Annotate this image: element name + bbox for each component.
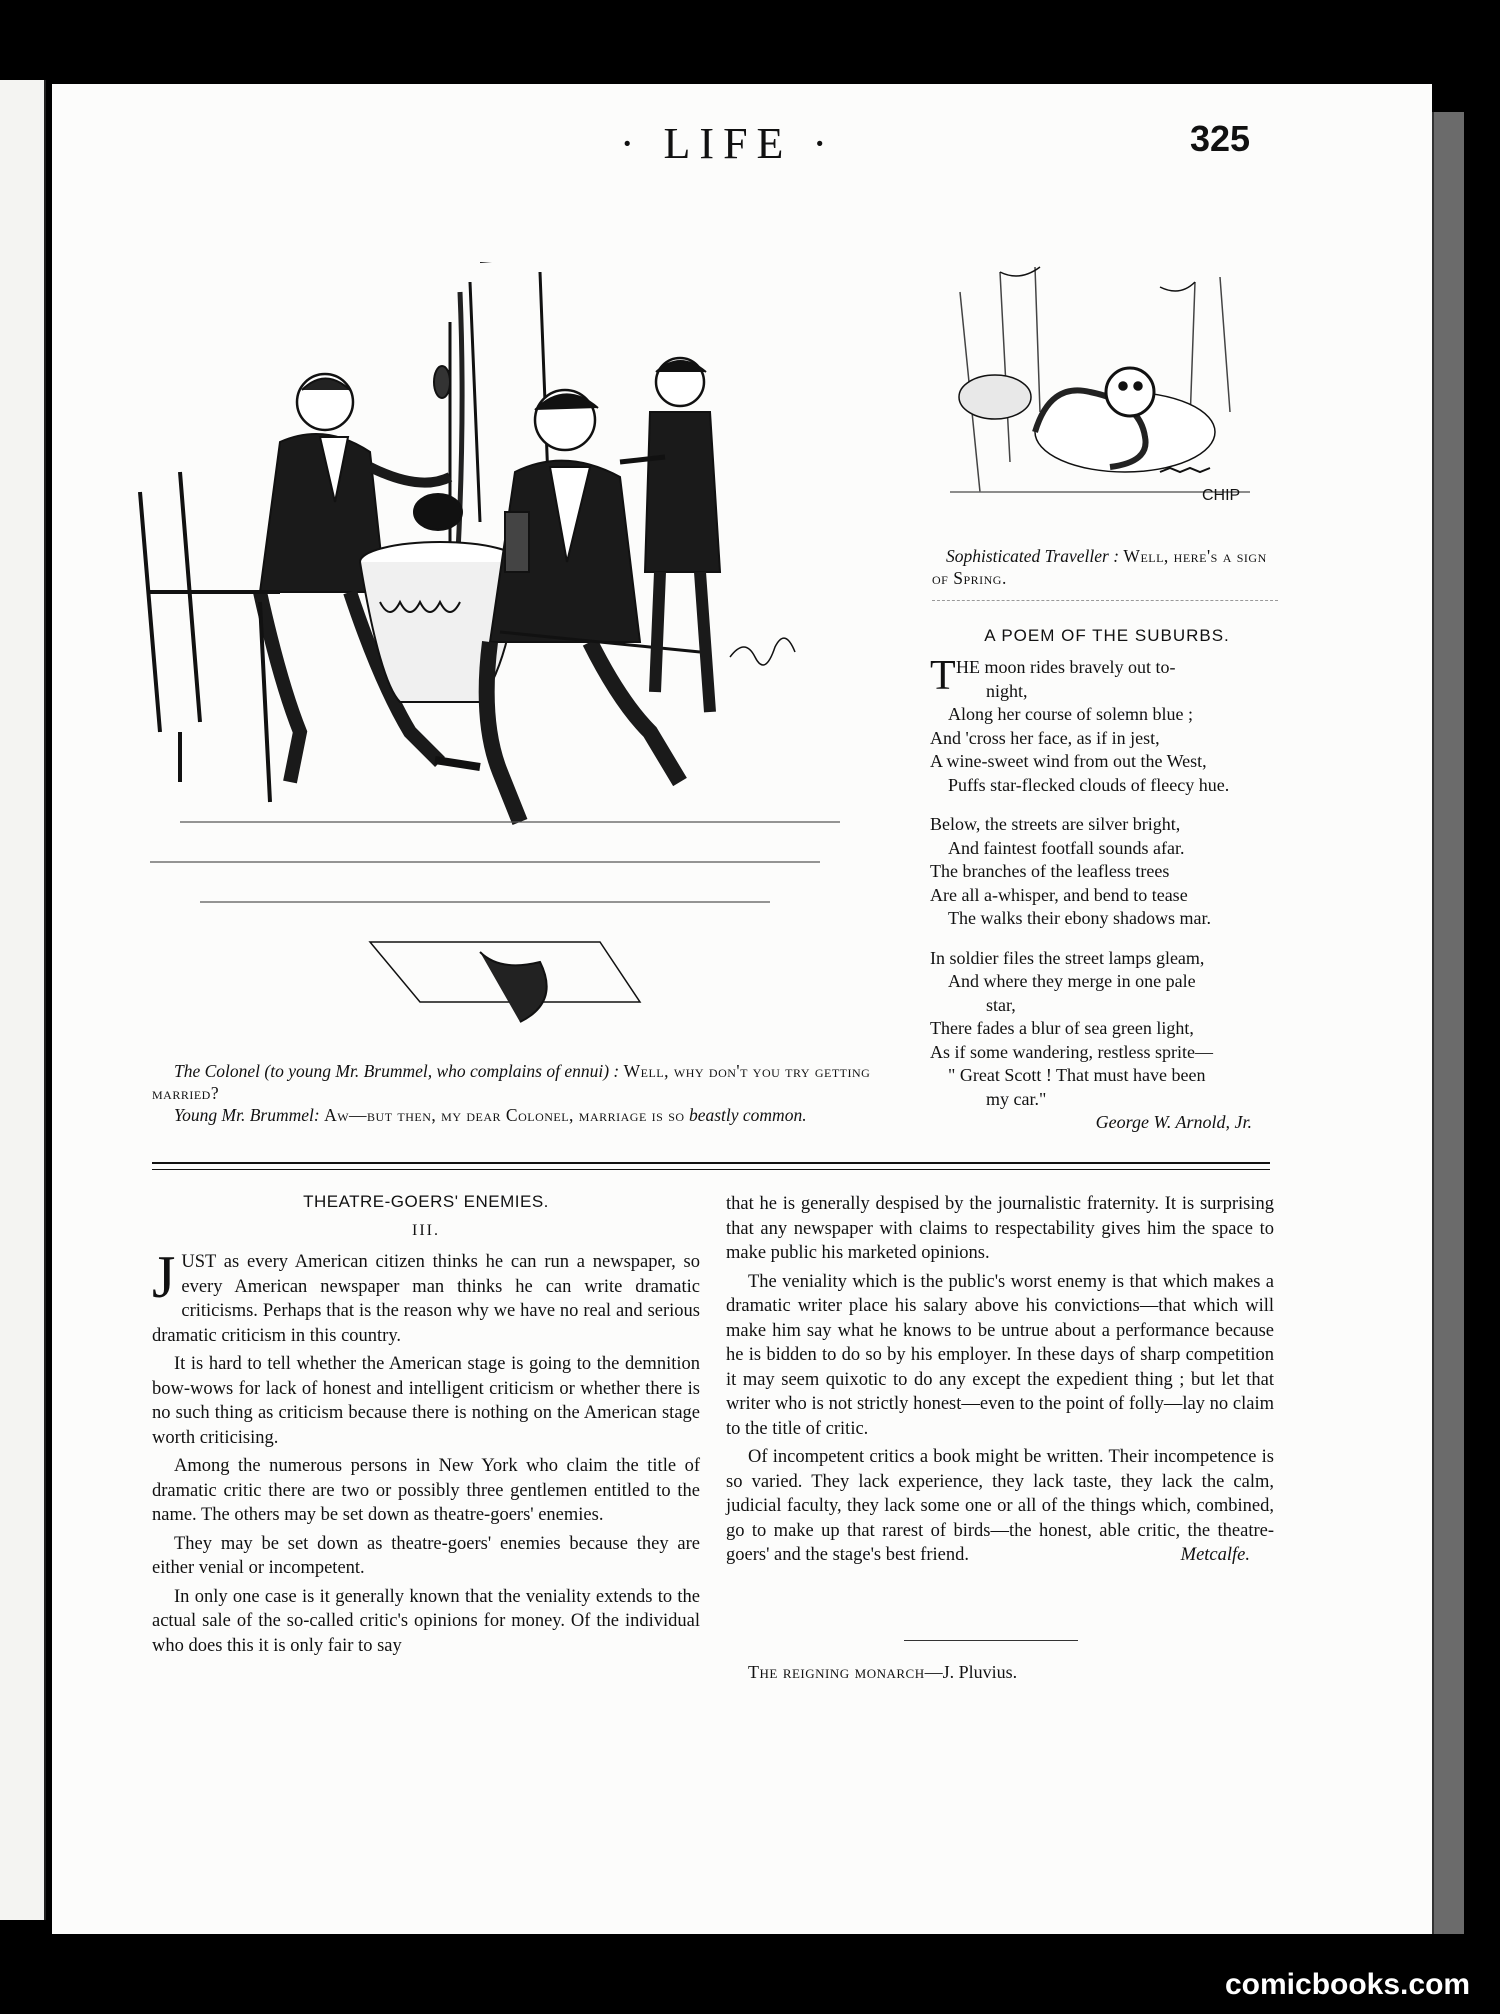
filler-joke: The reigning monarch—J. Pluvius. bbox=[748, 1662, 1018, 1682]
article-paragraph: Of incompetent critics a book might be written. Their incompetence is so varied. They lack experience, they lack taste, they lack the calm, judicial faculty, they lack some one or all of the things which, combined, go to make up that rarest of birds—the honest, able critic, the theatre-goers' and the stage's best friend. Metcalfe. bbox=[726, 1445, 1274, 1568]
article-paragraph: JUST as every American citizen thinks he can run a newspaper, so every American newspaper man thinks he can write dramatic criticisms. Perhaps that is the reason why we have no real and serious dramatic criticism in this country. bbox=[152, 1244, 700, 1346]
poem-line: As if some wandering, restless sprite— bbox=[930, 1041, 1213, 1062]
caption-speaker-1-note: (to young Mr. Brummel, who complains of ennui) : bbox=[264, 1061, 620, 1081]
poem-line: In soldier files the street lamps gleam, bbox=[930, 947, 1205, 968]
poem-line: The branches of the leafless trees bbox=[930, 861, 1170, 881]
parlour-illustration bbox=[120, 262, 900, 1042]
article-paragraph: The veniality which is the public's worst enemy is that which makes a dramatic writer place his salary above his convictions—that which will make him say what he knows to be untrue about a performance because he is bidden to do so by his employer. In these days of sharp competition it may seem quixotic to do any except the expedient thing ; but let that writer who is not strictly honest—even to the point of folly—lay no claim to the title of critic. bbox=[726, 1271, 1274, 1439]
short-divider bbox=[904, 1640, 1078, 1641]
section-double-rule bbox=[152, 1162, 1270, 1170]
caption-speaker-2: Young Mr. Brummel: bbox=[174, 1105, 320, 1125]
artist-signature: CHIP bbox=[1202, 487, 1241, 504]
poem-line: my car." bbox=[986, 1088, 1047, 1109]
poem-line: And where they merge in one pale bbox=[948, 971, 1196, 991]
poem-line: And 'cross her face, as if in jest, bbox=[930, 727, 1160, 748]
poem-line: " Great Scott ! That must have been bbox=[948, 1065, 1206, 1085]
poem-title: A POEM OF THE SUBURBS. bbox=[984, 626, 1230, 645]
article-column-right bbox=[726, 1192, 1274, 1572]
poem-stanza bbox=[930, 947, 1282, 1135]
site-watermark: comicbooks.com bbox=[1225, 1968, 1471, 2001]
page-number: 325 bbox=[1190, 118, 1251, 159]
poem-body bbox=[930, 653, 1282, 1151]
caption-line-2: Aw—but then, my dear Colonel, marriage is so bbox=[324, 1105, 685, 1125]
article-dropcap: J bbox=[152, 1244, 176, 1310]
poem-stanza bbox=[930, 653, 1282, 797]
poem-line: And faintest footfall sounds afar. bbox=[948, 837, 1185, 858]
poem-line: A wine-sweet wind from out the West, bbox=[930, 751, 1207, 771]
poem-line: Are all a-whisper, and bend to tease bbox=[930, 884, 1188, 905]
poem-line: T HE moon rides bravely out to- bbox=[930, 653, 1176, 699]
poem-line: Puffs star-flecked clouds of fleecy hue. bbox=[948, 774, 1230, 795]
caption-speaker: Sophisticated Traveller : bbox=[946, 546, 1120, 566]
poem-line: night, bbox=[986, 680, 1028, 701]
poem-line: star, bbox=[986, 994, 1016, 1015]
caption-speaker-1: The Colonel bbox=[174, 1061, 261, 1081]
caption-line-1: Well, why don't you try getting married? bbox=[152, 1061, 871, 1103]
spring-illustration bbox=[940, 262, 1260, 512]
article-paragraph: It is hard to tell whether the American stage is going to the demnition bow-wows for lack of honest and intelligent criticism or whether there is no such thing as criticism because there is nothing on the American stage worth criticising. bbox=[152, 1354, 700, 1448]
poem-stanza bbox=[930, 813, 1282, 931]
page-stack-edge bbox=[1432, 112, 1464, 1934]
poem-line: Below, the streets are silver bright, bbox=[930, 814, 1181, 834]
spring-caption bbox=[932, 545, 1282, 589]
article-paragraph: In only one case is it generally known that the veniality extends to the actual sale of the so-called critic's opinions for money. Of the individual who does this it is only fair to say bbox=[152, 1586, 700, 1656]
section-divider bbox=[932, 600, 1278, 601]
facing-page-edge bbox=[0, 80, 46, 1920]
article-paragraph: They may be set down as theatre-goers' enemies because they are either venial or incompetent. bbox=[152, 1533, 700, 1578]
article-part-number: III. bbox=[412, 1222, 440, 1239]
caption-line-2-emphasis: beastly common. bbox=[688, 1105, 807, 1125]
poem-line: The walks their ebony shadows mar. bbox=[948, 908, 1211, 928]
caption-line: Well, here's a sign of Spring. bbox=[932, 546, 1267, 588]
poem-line: Along her course of solemn blue ; bbox=[948, 704, 1193, 724]
parlour-caption bbox=[152, 1060, 902, 1126]
poem-signature: George W. Arnold, Jr. bbox=[1095, 1112, 1252, 1132]
article-signature: Metcalfe. bbox=[1180, 1545, 1250, 1565]
article-paragraph: Among the numerous persons in New York who claim the title of dramatic critic there are two or possibly three gentlemen entitled to the name. The others may be set down as theatre-goers' enemies. bbox=[152, 1456, 700, 1525]
article-column-left bbox=[152, 1244, 700, 1662]
article-paragraph: that he is generally despised by the journalistic fraternity. It is surprising that any newspaper with claims to respectability gives him the space to make public his marketed opinions. bbox=[726, 1194, 1274, 1263]
poem-line: There fades a blur of sea green light, bbox=[930, 1018, 1194, 1038]
masthead-title: · LIFE · bbox=[619, 119, 837, 168]
poem-dropcap: T bbox=[930, 653, 956, 699]
article-title: THEATRE-GOERS' ENEMIES. bbox=[303, 1192, 549, 1211]
